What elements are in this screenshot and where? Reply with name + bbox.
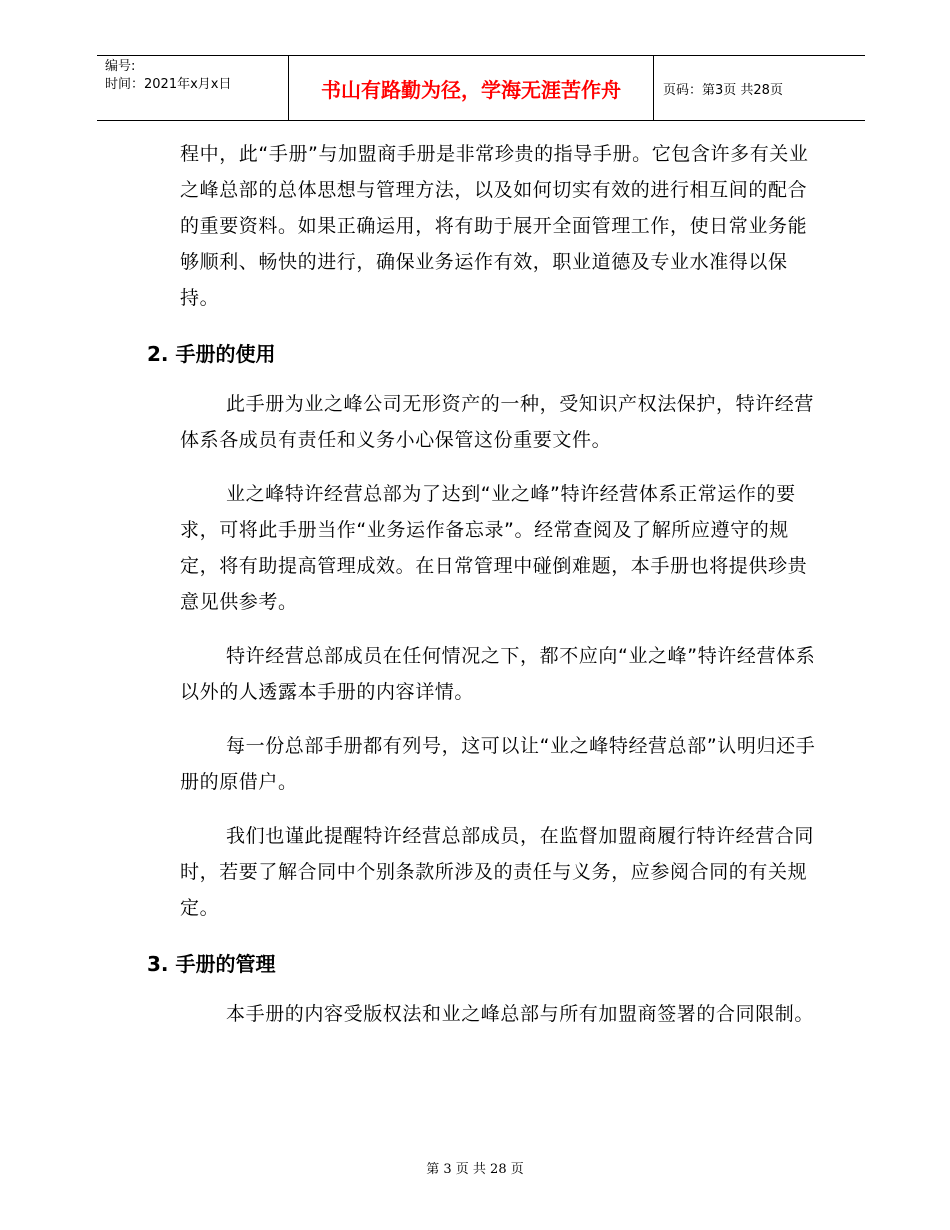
header-divider-right — [653, 56, 654, 120]
paragraph-continuation: 程中，此“手册”与加盟商手册是非常珍贵的指导手册。它包含许多有关业之峰总部的总体思想与管理方法，以及如何切实有效的进行相互间的配合的重要资料。如果正确运用，将有助于展开全面管理工作，使日常业务能够顺利、畅快的进行，确保业务运作有效，职业道德及专业水准得以保持。 — [180, 143, 809, 309]
paragraph-confidentiality: 特许经营总部成员在任何情况之下，都不应向“业之峰”特许经营体系以外的人透露本手册的内容详情。 — [180, 645, 816, 703]
section-heading-usage: 2. 手册的使用 — [147, 342, 276, 366]
header-motto: 书山有路勤为径，学海无涯苦作舟 — [321, 77, 621, 102]
paragraph-serial-number: 每一份总部手册都有列号，这可以让“业之峰特经营总部”认明归还手册的原借户。 — [180, 735, 816, 793]
section-heading-management: 3. 手册的管理 — [147, 952, 276, 976]
page-header — [97, 55, 865, 121]
document-time-label: 时间：2021年x月x日 — [105, 77, 232, 92]
page-body — [147, 136, 820, 1032]
paragraph-copyright: 本手册的内容受版权法和业之峰总部与所有加盟商签署的合同限制。 — [226, 1003, 815, 1025]
paragraph-contract-reminder: 我们也谨此提醒特许经营总部成员，在监督加盟商履行特许经营合同时，若要了解合同中个别条款所涉及的责任与义务，应参阅合同的有关规定。 — [180, 825, 815, 919]
document-number-label: 编号: — [105, 59, 136, 74]
header-page-info: 页码：第3页 共28页 — [663, 82, 783, 98]
page-footer: 第 3 页 共 28 页 — [426, 1162, 524, 1177]
paragraph-memo-usage: 业之峰特许经营总部为了达到“业之峰”特许经营体系正常运作的要求，可将此手册当作“业务运作备忘录”。经常查阅及了解所应遵守的规定，将有助提高管理成效。在日常管理中碰倒难题，本手册也将提供珍贵意见供参考。 — [180, 483, 808, 613]
paragraph-ip-protection: 此手册为业之峰公司无形资产的一种，受知识产权法保护，特许经营体系各成员有责任和义务小心保管这份重要文件。 — [180, 393, 815, 451]
header-meta — [105, 58, 231, 94]
